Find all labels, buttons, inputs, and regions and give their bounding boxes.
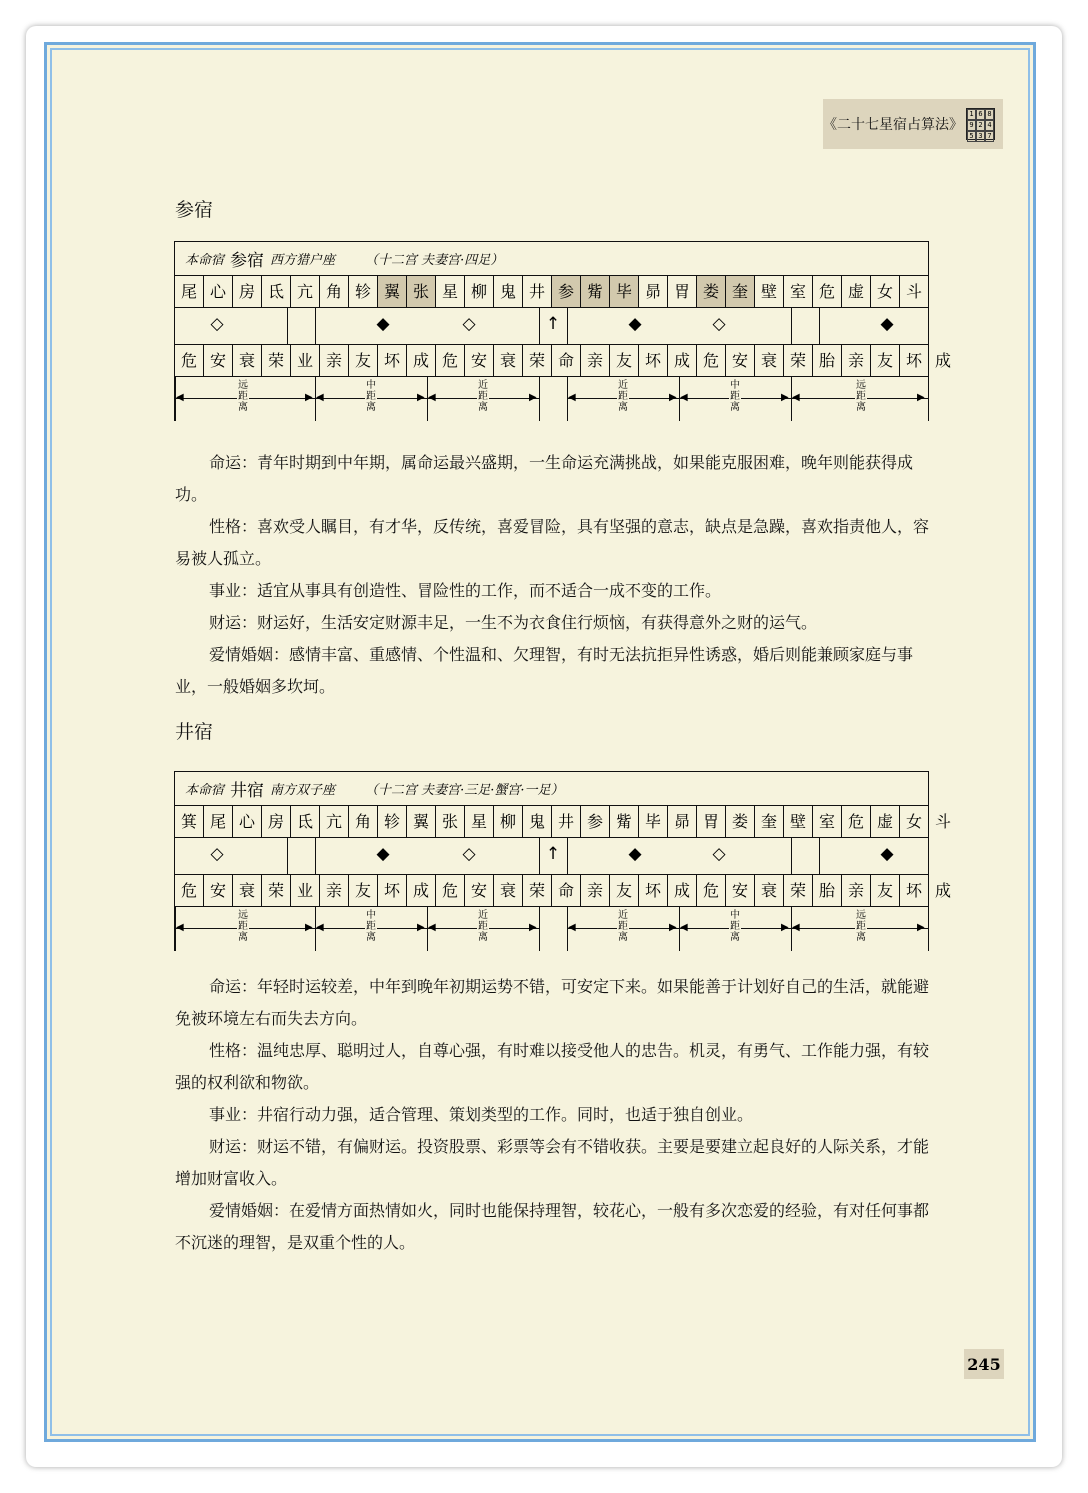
mansion-cell: 成 (934, 881, 951, 900)
mansion-cell: 危 (175, 875, 204, 906)
paragraph-personality: 性格：喜欢受人瞩目，有才华，反传统，喜爱冒险，具有坚强的意志，缺点是急躁，喜欢指责他人，容易被人孤立。 (175, 517, 930, 568)
mansion-cell: 胎 (813, 345, 842, 376)
mansion-cell: 心 (204, 276, 233, 307)
mansion-cell: 鬼 (494, 276, 523, 307)
mansion-cell: 命 (552, 345, 581, 376)
mansion-cell: 翼 (407, 806, 436, 837)
mansion-cell: 房 (262, 806, 291, 837)
mansion-cell: 胃 (697, 806, 726, 837)
mansion-cell: 柳 (494, 806, 523, 837)
mansion-cell: 参 (581, 806, 610, 837)
distance-row: ◀ ▶ 远 距 离 ◀ ▶ 中 距 离 ◀ ▶ 近 距 离 ◀ ▶ 近 距 离 ◀ ▶ 中 距 离 ◀ ▶ 远 距 离 (175, 907, 928, 951)
mansion-cell: 星 (436, 276, 465, 307)
relation-row (175, 345, 951, 377)
symbol-row (175, 838, 928, 875)
paragraph-career: 事业：适宜从事具有创造性、冒险性的工作，而不适合一成不变的工作。 (209, 581, 722, 600)
mansion-cell: 觜 (610, 806, 639, 837)
hollow-diamond-icon: ◇ (712, 314, 726, 334)
mansion-cell: 角 (349, 806, 378, 837)
mansion-cell: 心 (233, 806, 262, 837)
mansion-cell: 娄 (726, 806, 755, 837)
mansion-cell: 荣 (523, 875, 552, 906)
far-distance-label: 远 距 离 (856, 910, 866, 943)
mansion-cell: 安 (465, 345, 494, 376)
mansion-cell: 壁 (784, 806, 813, 837)
mansion-cell: 危 (436, 345, 465, 376)
mansion-cell: 荣 (523, 345, 552, 376)
chart-header: 本命宿 井宿 南方双子座 （十二宫 夫妻宫·三足·蟹宫·一足） (175, 772, 928, 806)
mansion-cell: 荣 (784, 345, 813, 376)
paragraph-personality: 性格：温纯忠厚、聪明过人，自尊心强，有时难以接受他人的忠告。机灵，有勇气、工作能力强，有较强的权利欲和物欲。 (175, 1041, 930, 1092)
mansion-cell: 奎 (726, 276, 755, 307)
solid-diamond-icon: ◆ (880, 314, 894, 334)
relation-row (175, 875, 951, 907)
paragraph-love: 爱情婚姻：在爱情方面热情如火，同时也能保持理智，较花心，一般有多次恋爱的经验，有对任何事都不沉迷的理智，是双重个性的人。 (175, 1201, 930, 1252)
symbol-row (175, 308, 928, 345)
mansion-cell: 氐 (291, 806, 320, 837)
paragraph-career: 事业：井宿行动力强，适合管理、策划类型的工作。同时，也适于独自创业。 (209, 1105, 754, 1124)
solid-diamond-icon: ◆ (376, 844, 390, 864)
book-title: 《二十七星宿占算法》 (823, 117, 963, 133)
mansion-cell: 星 (465, 806, 494, 837)
mansion-cell: 毕 (639, 806, 668, 837)
mansion-cell: 亲 (581, 345, 610, 376)
mansion-cell: 斗 (905, 282, 922, 301)
mansion-cell: 危 (697, 875, 726, 906)
mansion-cell: 井 (552, 806, 581, 837)
section-title-shen: 参宿 (175, 199, 214, 221)
far-distance-label: 远 距 离 (238, 910, 248, 943)
mansion-cell: 衰 (233, 875, 262, 906)
mansion-cell: 危 (697, 345, 726, 376)
mid-distance-label: 中 距 离 (366, 380, 376, 413)
mansion-cell: 成 (407, 875, 436, 906)
mansion-cell: 虚 (842, 276, 871, 307)
mansion-cell: 衰 (494, 345, 523, 376)
mansion-chart-jing (174, 771, 951, 951)
mansion-cell: 业 (291, 345, 320, 376)
mansion-cell: 成 (934, 351, 951, 370)
mansion-cell: 柳 (465, 276, 494, 307)
mansion-cell: 奎 (755, 806, 784, 837)
mansion-row (175, 806, 951, 838)
mansion-cell: 昴 (639, 276, 668, 307)
mansion-cell: 娄 (697, 276, 726, 307)
mansion-cell: 井 (523, 276, 552, 307)
mansion-cell: 成 (668, 345, 697, 376)
far-distance-label: 远 距 离 (856, 380, 866, 413)
mansion-cell: 坏 (378, 875, 407, 906)
mansion-cell: 衰 (755, 875, 784, 906)
solid-diamond-icon: ◆ (880, 844, 894, 864)
mansion-cell: 虚 (871, 806, 900, 837)
mansion-cell: 亲 (581, 875, 610, 906)
distance-row: ◀ ▶ 远 距 离 ◀ ▶ 中 距 离 ◀ ▶ 近 距 离 ◀ ▶ 近 距 离 ◀ ▶ 中 距 离 ◀ ▶ 远 距 离 (175, 377, 928, 421)
mansion-cell: 壁 (755, 276, 784, 307)
mansion-cell: 坏 (639, 875, 668, 906)
mansion-cell: 坏 (639, 345, 668, 376)
mansion-cell: 亲 (320, 875, 349, 906)
mansion-cell: 友 (610, 875, 639, 906)
running-header (823, 99, 1003, 149)
section-title-jing: 井宿 (175, 721, 214, 743)
mansion-cell: 翼 (378, 276, 407, 307)
chart-header: 本命宿 参宿 西方猎户座 （十二宫 夫妻宫·四足） (175, 242, 928, 276)
up-arrow-icon: ↑ (545, 314, 561, 334)
mansion-cell: 安 (204, 875, 233, 906)
mansion-chart-shen (174, 241, 951, 421)
near-distance-label: 近 距 离 (478, 910, 488, 943)
paragraph-wealth: 财运：财运好，生活安定财源丰足，一生不为衣食住行烦恼，有获得意外之财的运气。 (209, 613, 818, 632)
mansion-cell: 坏 (378, 345, 407, 376)
paragraph-fortune: 命运：年轻时运较差，中年到晚年初期运势不错，可安定下来。如果能善于计划好自己的生活，就能避免被环境左右而失去方向。 (175, 977, 930, 1028)
mansion-cell: 荣 (784, 875, 813, 906)
mansion-cell: 业 (291, 875, 320, 906)
page-number: 245 (964, 1349, 1004, 1379)
mansion-cell: 危 (842, 806, 871, 837)
mansion-cell: 张 (436, 806, 465, 837)
hollow-diamond-icon: ◇ (210, 314, 224, 334)
mansion-cell: 参 (552, 276, 581, 307)
mansion-cell: 坏 (900, 875, 929, 906)
mansion-cell: 箕 (175, 806, 204, 837)
mid-distance-label: 中 距 离 (730, 910, 740, 943)
near-distance-label: 近 距 离 (618, 380, 628, 413)
mansion-cell: 友 (871, 875, 900, 906)
mansion-cell: 成 (407, 345, 436, 376)
far-distance-label: 远 距 离 (238, 380, 248, 413)
mansion-cell: 坏 (900, 345, 929, 376)
mansion-cell: 女 (900, 806, 929, 837)
mansion-cell: 胎 (813, 875, 842, 906)
mansion-cell: 女 (871, 276, 900, 307)
mansion-cell: 室 (813, 806, 842, 837)
mansion-cell: 斗 (934, 812, 951, 831)
mansion-cell: 衰 (494, 875, 523, 906)
solid-diamond-icon: ◆ (628, 314, 642, 334)
mansion-cell: 亲 (842, 875, 871, 906)
mansion-cell: 房 (233, 276, 262, 307)
mansion-cell: 室 (784, 276, 813, 307)
mansion-cell: 安 (204, 345, 233, 376)
hollow-diamond-icon: ◇ (462, 314, 476, 334)
magic-square-logo: 1 6 8 9 2 4 5 3 7 (966, 108, 995, 140)
mansion-cell: 氐 (262, 276, 291, 307)
mansion-cell: 胃 (668, 276, 697, 307)
mansion-cell: 昴 (668, 806, 697, 837)
mansion-cell: 角 (320, 276, 349, 307)
mansion-cell: 友 (349, 345, 378, 376)
paragraph-love: 爱情婚姻：感情丰富、重感情、个性温和、欠理智，有时无法抗拒异性诱惑，婚后则能兼顾家庭与事业，一般婚姻多坎坷。 (175, 645, 914, 696)
mansion-cell: 亲 (320, 345, 349, 376)
mansion-cell: 安 (726, 875, 755, 906)
mansion-cell: 张 (407, 276, 436, 307)
mansion-cell: 友 (610, 345, 639, 376)
mansion-cell: 危 (175, 345, 204, 376)
mansion-cell: 成 (668, 875, 697, 906)
near-distance-label: 近 距 离 (478, 380, 488, 413)
mansion-cell: 轸 (349, 276, 378, 307)
mansion-cell: 荣 (262, 875, 291, 906)
mansion-cell: 友 (349, 875, 378, 906)
mid-distance-label: 中 距 离 (366, 910, 376, 943)
mansion-cell: 荣 (262, 345, 291, 376)
mansion-cell: 尾 (204, 806, 233, 837)
solid-diamond-icon: ◆ (376, 314, 390, 334)
book-page (44, 42, 1036, 1442)
mansion-cell: 友 (871, 345, 900, 376)
mansion-cell: 鬼 (523, 806, 552, 837)
mansion-cell: 安 (726, 345, 755, 376)
mansion-cell: 轸 (378, 806, 407, 837)
mansion-cell: 觜 (581, 276, 610, 307)
mid-distance-label: 中 距 离 (730, 380, 740, 413)
mansion-cell: 亢 (320, 806, 349, 837)
mansion-cell: 衰 (755, 345, 784, 376)
mansion-cell: 毕 (610, 276, 639, 307)
hollow-diamond-icon: ◇ (210, 844, 224, 864)
up-arrow-icon: ↑ (545, 844, 561, 864)
mansion-cell: 安 (465, 875, 494, 906)
paragraph-wealth: 财运：财运不错，有偏财运。投资股票、彩票等会有不错收获。主要是要建立起良好的人际关系，才能增加财富收入。 (175, 1137, 930, 1188)
mansion-cell: 危 (813, 276, 842, 307)
mansion-cell: 尾 (175, 276, 204, 307)
mansion-cell: 危 (436, 875, 465, 906)
solid-diamond-icon: ◆ (628, 844, 642, 864)
mansion-cell: 命 (552, 875, 581, 906)
mansion-cell: 衰 (233, 345, 262, 376)
hollow-diamond-icon: ◇ (712, 844, 726, 864)
near-distance-label: 近 距 离 (618, 910, 628, 943)
mansion-cell: 亲 (842, 345, 871, 376)
paragraph-fortune: 命运：青年时期到中年期，属命运最兴盛期，一生命运充满挑战，如果能克服困难，晚年则能获得成功。 (175, 453, 914, 504)
hollow-diamond-icon: ◇ (462, 844, 476, 864)
mansion-cell: 亢 (291, 276, 320, 307)
mansion-row (175, 276, 928, 308)
